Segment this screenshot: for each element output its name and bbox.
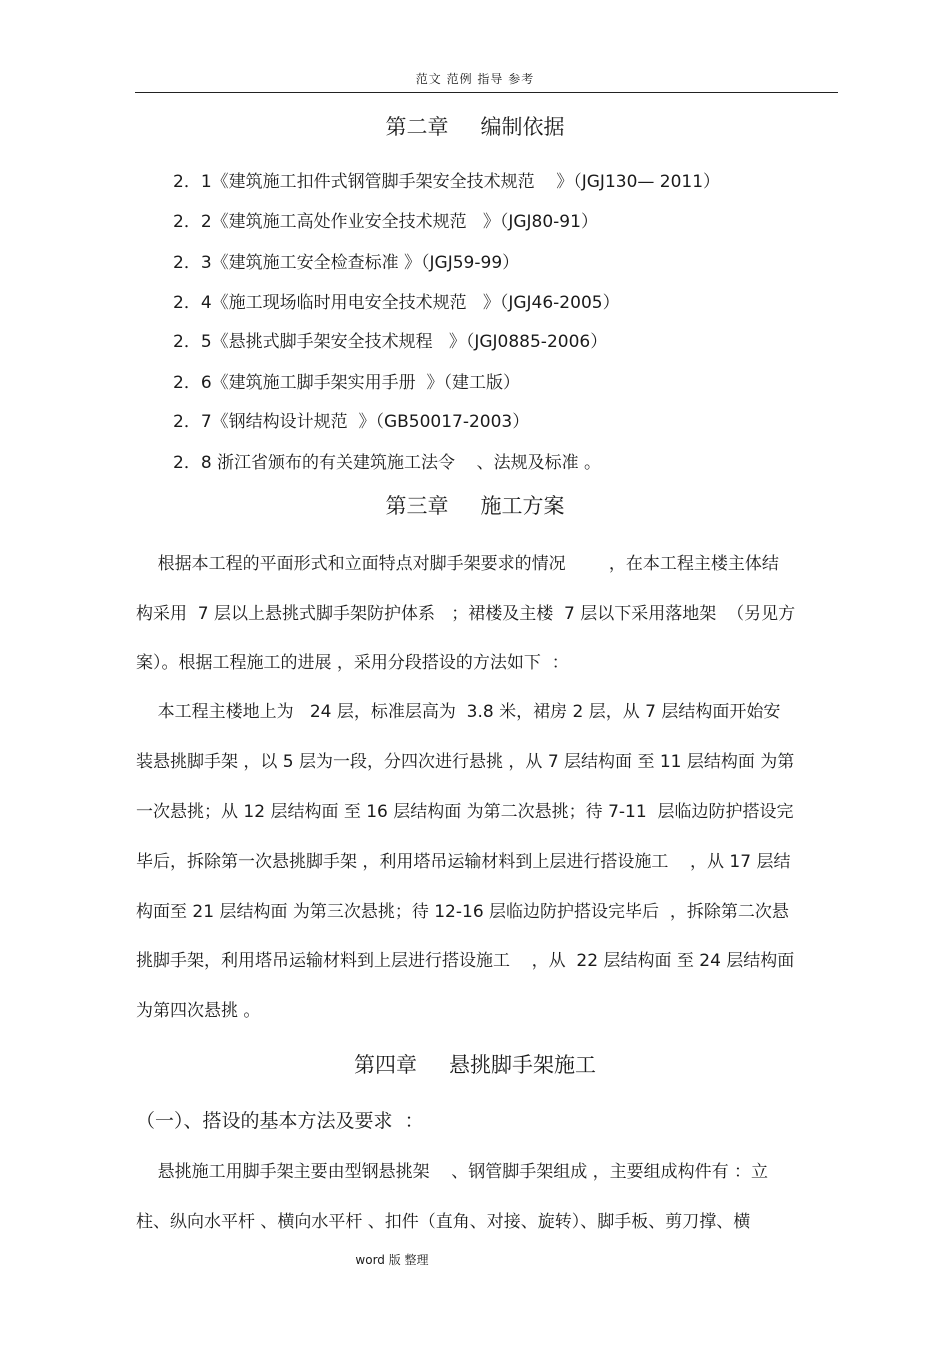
paragraph-line: 一次悬挑；从 12 层结构面 至 16 层结构面 为第二次悬挑；待 7-11 层临边防护搭设完 [136,802,794,822]
chapter-title: 悬挑脚手架施工 [449,1053,596,1077]
chapter-number: 第三章 [385,494,449,518]
chapter-3-heading [0,490,950,520]
section-heading: （一）、搭设的基本方法及要求 ： [136,1110,424,1132]
paragraph-line: 根据本工程的平面形式和立面特点对脚手架要求的情况 ，在本工程主楼主体结 [136,554,779,574]
chapter-title: 编制依据 [480,115,565,139]
basis-item: 2．1《建筑施工扣件式钢管脚手架安全技术规范 》（JGJ130— 2011） [173,172,721,192]
paragraph-line: 构面至 21 层结构面 为第三次悬挑；待 12-16 层临边防护搭设完毕后 ，拆除第二次悬 [136,902,789,922]
basis-item: 2．6《建筑施工脚手架实用手册 》（建工版） [173,373,520,393]
chapter-number: 第二章 [385,115,449,139]
paragraph-line: 案）。根据工程施工的进展 ，采用分段搭设的方法如下 ： [136,653,569,673]
paragraph-line: 装悬挑脚手架 ，以 5 层为一段，分四次进行悬挑 ，从 7 层结构面 至 11 层结构面 为第 [136,752,795,772]
page-footer: word 版 整理 [355,1253,429,1267]
paragraph-line: 为第四次悬挑 。 [136,1001,261,1021]
basis-item: 2．5《悬挑式脚手架安全技术规程 》（JGJ0885-2006） [173,332,608,352]
basis-item: 2．4《施工现场临时用电安全技术规范 》（JGJ46-2005） [173,293,620,313]
header-rule [135,92,838,93]
chapter-4-heading [0,1049,950,1079]
paragraph-line: 悬挑施工用脚手架主要由型钢悬挑架 、钢管脚手架组成 ，主要组成构件有 ：立 [136,1162,769,1182]
paragraph-line: 毕后，拆除第一次悬挑脚手架 ，利用塔吊运输材料到上层进行搭设施工 ，从 17 层结 [136,852,791,872]
paragraph-line: 构采用 7 层以上悬挑式脚手架防护体系 ；裙楼及主楼 7 层以下采用落地架 （另见方 [136,604,796,624]
page-header: 范文 范例 指导 参考 [415,72,535,86]
basis-item: 2．7《钢结构设计规范 》（GB50017-2003） [173,412,530,432]
basis-item: 2．3《建筑施工安全检查标准 》（JGJ59-99） [173,253,520,273]
basis-item: 2．2《建筑施工高处作业安全技术规范 》（JGJ80-91） [173,212,598,232]
chapter-title: 施工方案 [480,494,565,518]
chapter-number: 第四章 [354,1053,417,1077]
basis-item: 2．8 浙江省颁布的有关建筑施工法令 、法规及标准 。 [173,453,602,473]
paragraph-line: 挑脚手架，利用塔吊运输材料到上层进行搭设施工 ，从 22 层结构面 至 24 层结构面 [136,951,795,971]
paragraph-line: 本工程主楼地上为 24 层，标准层高为 3.8 米，裙房 2 层，从 7 层结构面开始安 [136,702,781,722]
paragraph-line: 柱、纵向水平杆 、横向水平杆 、扣件（直角、对接、旋转）、脚手板、剪刀撑、横 [136,1212,751,1232]
chapter-2-heading [0,111,950,141]
